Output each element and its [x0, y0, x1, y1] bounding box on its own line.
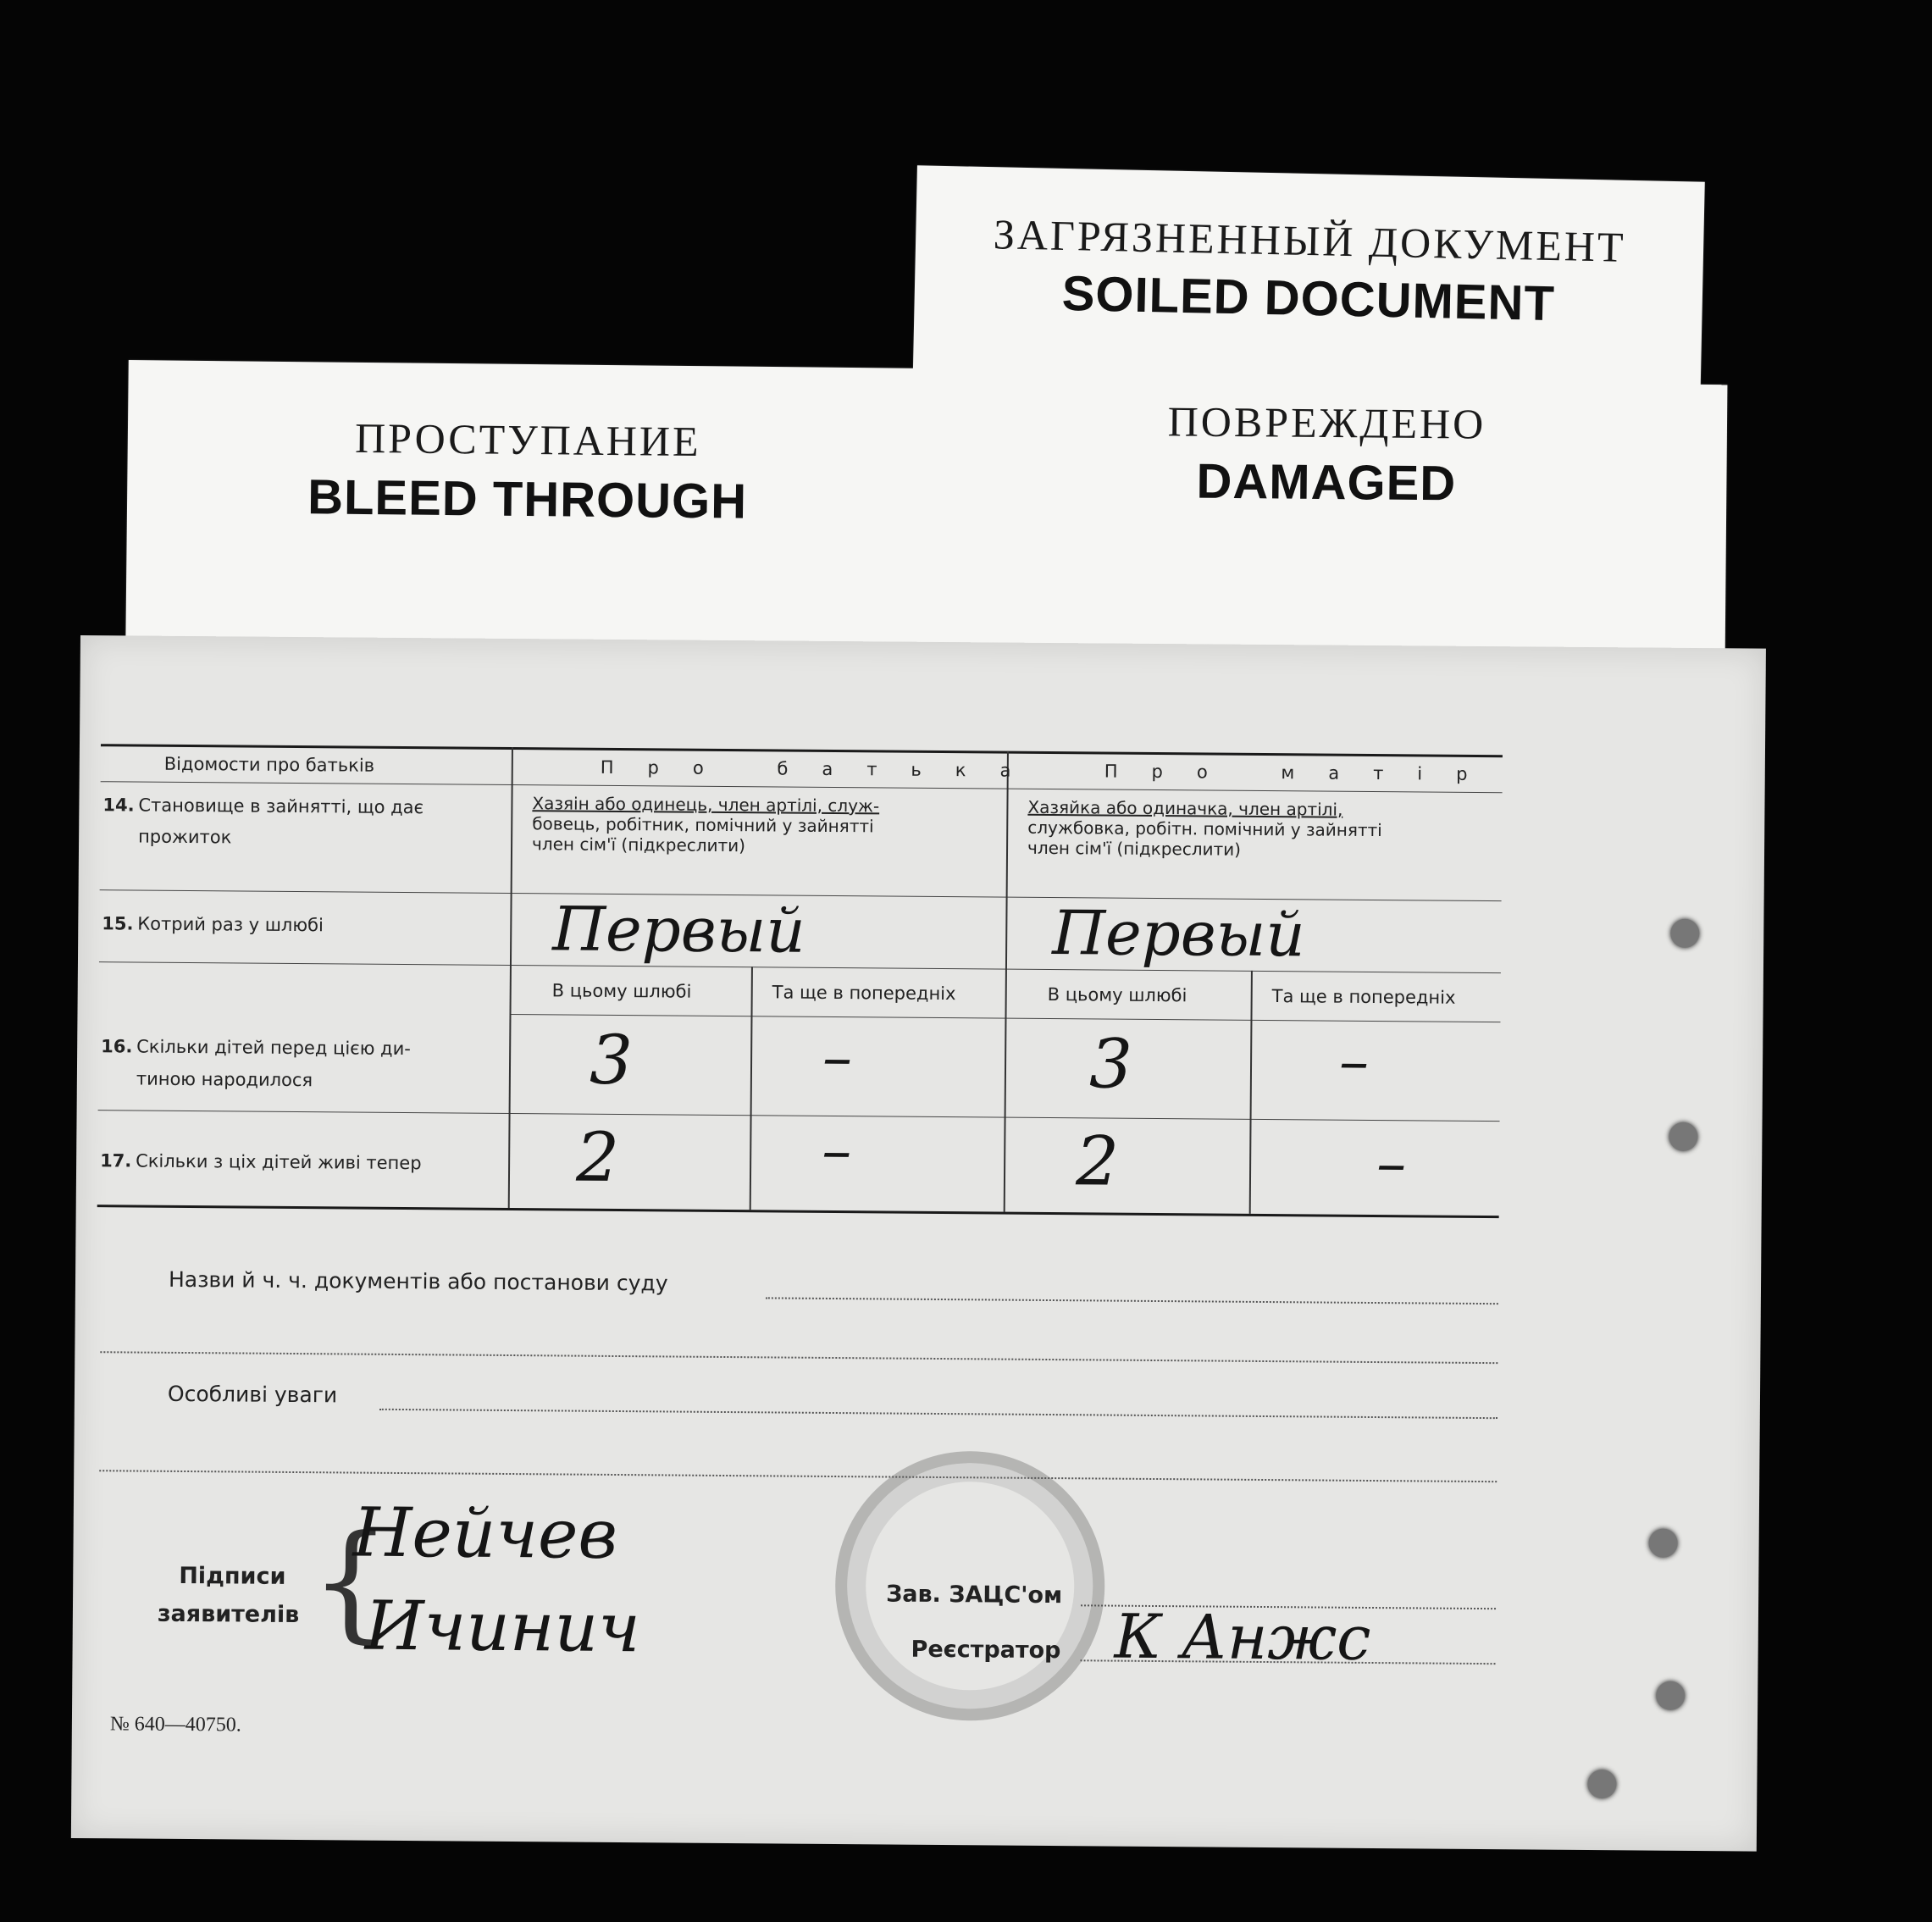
signatures-label-2: заявителів	[157, 1600, 300, 1629]
binding-hole-5	[1587, 1770, 1616, 1798]
row17-mother-prev: –	[1376, 1128, 1407, 1199]
row15-label: Котрий раз у шлюбі	[137, 913, 324, 936]
header-parents-info: Відомости про батьків	[163, 753, 375, 776]
row17-number: 17.	[100, 1150, 132, 1171]
row16-label-2: тиною народилося	[136, 1068, 313, 1091]
row14-father-line-2: бовець, робітник, помічний у зайнятті	[532, 813, 874, 837]
row15-mother-value: Первый	[1051, 897, 1306, 971]
bleed-through-card	[125, 360, 929, 661]
row17-father-prev: –	[821, 1115, 852, 1186]
documents-fill-line	[766, 1297, 1498, 1304]
row16-label-1: Скільки дітей перед цією ди-	[136, 1036, 411, 1060]
bleed-en-label: BLEED THROUGH	[307, 469, 748, 529]
registrar-label: Реєстратор	[911, 1636, 1061, 1664]
applicant-signature-1: Нейчев	[352, 1493, 618, 1575]
row17-father-this: 2	[575, 1117, 620, 1198]
col-divider-father	[750, 967, 753, 1210]
documents-fill-line-2	[100, 1351, 1497, 1364]
row16-mother-this: 3	[1088, 1024, 1133, 1104]
form-number: № 640—40750.	[109, 1713, 241, 1736]
binding-hole-3	[1649, 1529, 1678, 1558]
form-paper	[71, 635, 1766, 1852]
documents-label: Назви й ч. ч. документів або постанови суду	[168, 1266, 668, 1296]
row15-father-value: Первый	[551, 893, 806, 967]
row17-label: Скільки з ціх дітей живі тепер	[136, 1150, 422, 1174]
row17-mother-this: 2	[1075, 1122, 1120, 1201]
row14-mother-line-1: Хазяйка або одиначка, член артілі,	[1027, 796, 1343, 820]
row14-label-2: прожиток	[138, 826, 232, 848]
row14-mother-options	[1027, 797, 1382, 861]
table-bottom-rule	[97, 1205, 1499, 1218]
signatures-brace: {	[309, 1508, 392, 1656]
binding-hole-4	[1656, 1681, 1685, 1710]
col-divider-1	[508, 747, 513, 1208]
father-this-marriage-header: В цьому шлюбі	[551, 980, 692, 1002]
col-divider-2	[1004, 751, 1009, 1212]
row14-mother-line-2: службовка, робітн. помічний у зайнятті	[1027, 817, 1382, 841]
remarks-label: Особливі уваги	[167, 1381, 338, 1408]
father-previous-header: Та ще в попередніх	[772, 982, 956, 1005]
row16-number: 16.	[101, 1036, 133, 1057]
binding-hole-1	[1670, 919, 1699, 948]
soiled-en-label: SOILED DOCUMENT	[1061, 265, 1556, 332]
col-divider-mother	[1249, 971, 1253, 1214]
row14-father-options	[532, 793, 879, 856]
row16-father-prev: –	[822, 1022, 853, 1093]
row14-father-line-1: Хазяін або одинець, член артілі, служ-	[532, 793, 880, 817]
soiled-document-card	[912, 165, 1705, 414]
row15-number: 15.	[102, 913, 134, 934]
row14-label-1: Становище в зайнятті, що дає	[138, 795, 424, 818]
damaged-card	[925, 378, 1728, 664]
registrar-signature: К Анжс	[1114, 1600, 1371, 1675]
damaged-en-label: DAMAGED	[1196, 453, 1457, 512]
signatures-label-1: Підписи	[179, 1562, 286, 1590]
row14-mother-line-3: член сім'ї (підкреслити)	[1027, 837, 1242, 860]
row14-number: 14.	[102, 795, 135, 816]
applicant-signature-2: Ичинич	[364, 1586, 641, 1668]
row16-mother-prev: –	[1338, 1026, 1370, 1096]
mother-previous-header: Та ще в попередніх	[1271, 986, 1456, 1008]
row14-father-line-3: член сім'ї (підкреслити)	[531, 834, 746, 856]
row16-bottom-rule	[98, 1110, 1500, 1122]
header-father: Про батька	[600, 756, 1045, 781]
damaged-ru-label: ПОВРЕЖДЕНО	[1167, 397, 1486, 448]
mother-this-marriage-header: В цьому шлюбі	[1047, 983, 1187, 1006]
binding-hole-2	[1669, 1122, 1697, 1151]
bleed-ru-label: ПРОСТУПАНИЕ	[354, 413, 701, 466]
head-of-registry-label: Зав. ЗАЦС'ом	[886, 1581, 1063, 1609]
row16-father-this: 3	[589, 1020, 634, 1100]
header-mother: Про матір	[1104, 761, 1502, 785]
remarks-fill-line	[379, 1409, 1497, 1419]
remarks-fill-line-2	[99, 1470, 1497, 1482]
soiled-ru-label: ЗАГРЯЗНЕННЫЙ ДОКУМЕНТ	[993, 210, 1627, 271]
